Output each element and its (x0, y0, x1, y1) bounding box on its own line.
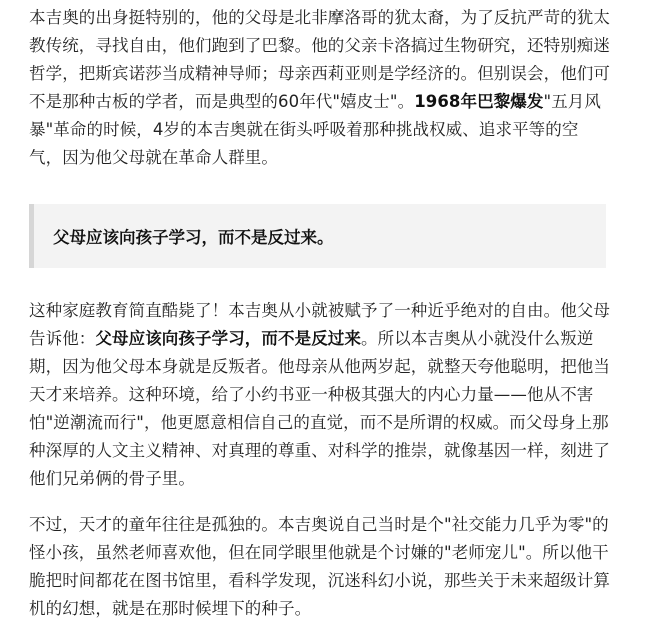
paragraph-family-education (29, 297, 611, 493)
paragraph-text: 。所以本吉奥从小就没什么叛逆期，因为他父母本身就是反叛者。他母亲从他两岁起，就整天夸他聪明，把他当天才来培养。这种环境，给了小约书亚一种极其强大的内心力量——他从不害怕"逆潮流而行"，他更愿意相信自己的直觉，而不是所谓的权威。而父母身上那种深厚的人文主义精神、对真理的尊重、对科学的推崇，就像基因一样，刻进了他们兄弟俩的骨子里。 (29, 329, 610, 488)
paragraph-text: 不过，天才的童年往往是孤独的。本吉奥说自己当时是个"社交能力几乎为零"的怪小孩，虽然老师喜欢他，但在同学眼里他就是个讨嫌的"老师宠儿"。所以他干脆把时间都花在图书馆里，看科学发现，沉迷科幻小说，那些关于未来超级计算机的幻想，就是在那时候埋下的种子。 (29, 515, 610, 618)
paragraph-text: 这种家庭教育简直酷毙了！本吉奥从小就被赋予了一种近乎绝对的自由。他父母告诉他： (29, 301, 610, 348)
paragraph-lonely-childhood (29, 511, 611, 623)
blockquote-text: 父母应该向孩子学习，而不是反过来。 (53, 228, 334, 247)
article-body (29, 0, 611, 623)
bold-highlight: 父母应该向孩子学习，而不是反过来 (95, 329, 362, 348)
paragraph-text: 本吉奥的出身挺特别的，他的父母是北非摩洛哥的犹太裔，为了反抗严苛的犹太教传统，寻找自由，他们跑到了巴黎。他的父亲卡洛搞过生物研究，还特别痴迷哲学，把斯宾诺莎当成精神导师；母亲西莉亚则是学经济的。但别误会，他们可不是那种古板的学者，而是典型的60年代"嬉皮士"。 (29, 8, 610, 111)
blockquote (29, 204, 606, 268)
paragraph-family-background (29, 4, 611, 172)
paragraph-text: "五月风暴"革命的时候，4岁的本吉奥就在街头呼吸着那种挑战权威、追求平等的空气，因为他父母就在革命人群里。 (29, 92, 602, 167)
bold-highlight: 1968年巴黎爆发 (414, 92, 544, 111)
